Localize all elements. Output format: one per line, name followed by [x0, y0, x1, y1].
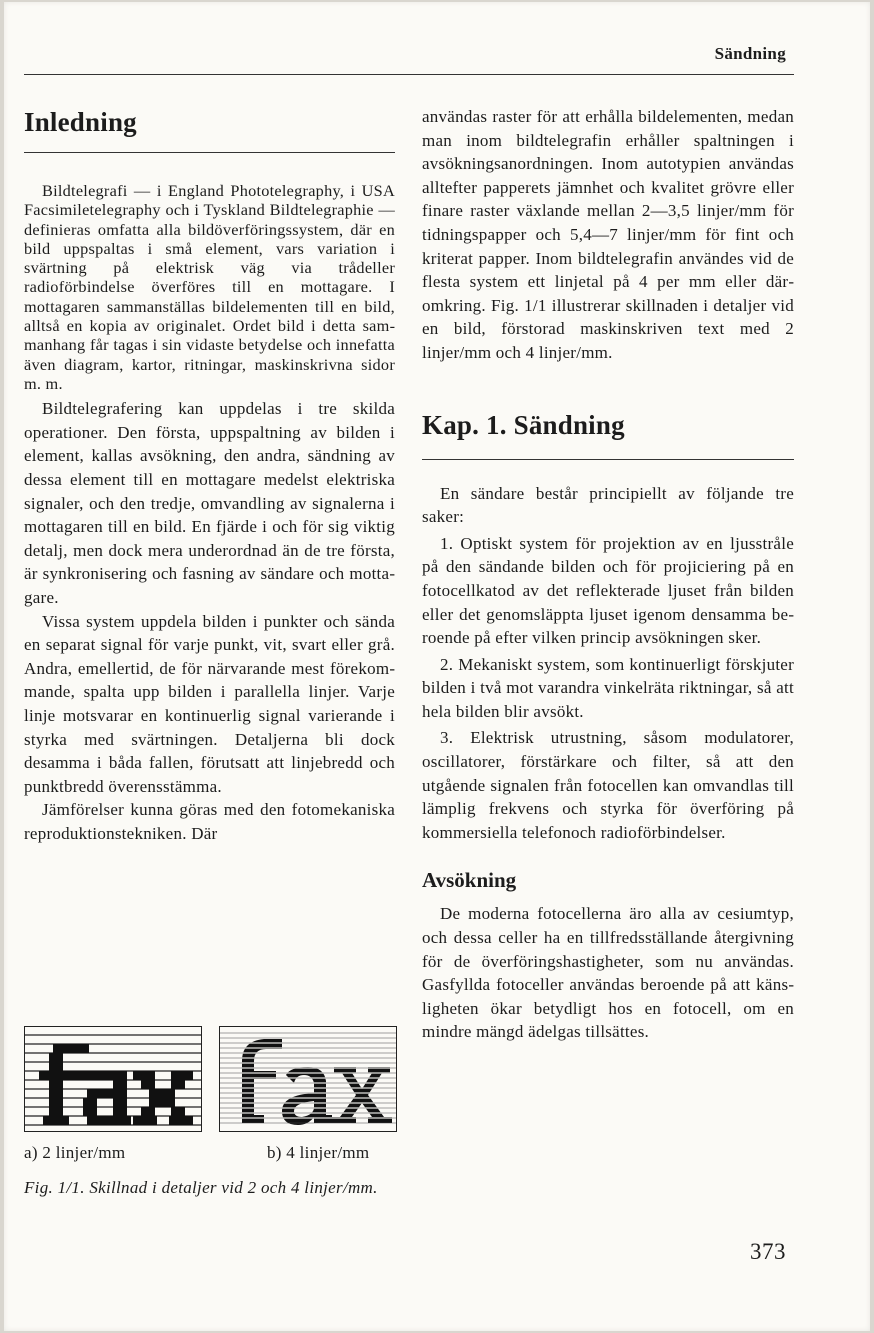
- right-column: [422, 105, 794, 1044]
- fax-image-4-lines: [219, 1026, 397, 1132]
- left-column: [24, 98, 395, 846]
- right-continuation-block: [422, 105, 794, 365]
- figure-label-a: a) 2 linjer/mm: [24, 1143, 126, 1162]
- avsokning-body: [422, 902, 794, 1044]
- paragraph-comparison: Jämförelser kunna göras med den fotomekaniska reproduktionstekniken. Där: [24, 800, 395, 843]
- chapter-intro: En sändare består principiellt av följande tre saker:: [422, 483, 794, 527]
- intro-paragraph: Bildtelegrafi — i England Phototelegraphy, i USA Facsimiletelegraphy och i Tyskland Bildtelegraphie — definieras omfatta alla bildöverföringssystem, där en bild uppspaltas i små element, vars variation i svärtning på elektrisk väg via trådeller radioförbindelse överföres till en mottagare. I mottagaren sammanställas bildelementen till en bild, alltså en kopia av originalet. Ordet bild i detta sammanhang får tagas i sin vidaste betydelse och innefatta även diagram, kartor, ritningar, maskinskrivna sidor m. m.: [24, 181, 395, 393]
- figure-label-b: b) 4 linjer/mm: [267, 1143, 370, 1162]
- paragraph-raster: användas raster för att erhålla bildelementen, medan man inom bildtelegrafin erhåller spaltningen i avsökningsanordningen. Inom autotypien användas alltefter papperets jämnhet och kvalitet grövre eller finare raster växlande mellan 2—3,5 linjer/mm för tidningspapper och 5,4—7 linjer/mm för fint och kriterat papper. Inom bildtelegrafin användes vid de flesta system ett linjetal på 4 per mm eller däromkring. Fig. 1/1 illustrerar skillnaden i detaljer vid en bild, förstorad maskinskriven text med 2 linjer/mm och 4 linjer/mm.: [422, 107, 794, 362]
- list-item-optical: 1. Optiskt system för projektion av en ljusstråle på den sändande bilden och för projiciering på en fotocellkatod av det reflekterade ljuset från bilden eller det genomsläppta ljuset igenom densamma beroende på efter vilken princip avsökningen sker.: [422, 533, 794, 648]
- section-title: Inledning: [24, 107, 137, 137]
- book-page: [4, 2, 870, 1331]
- section-rule: [24, 152, 395, 153]
- page-number: 373: [750, 1239, 786, 1264]
- paragraph-operations: Bildtelegrafering kan uppdelas i tre skilda operationer. Den första, uppspaltning av bilden i element, kallas avsökning, den andra, sändning av dessa element till en mottagare medelst elektriska signaler, och den tredje, omvandling av signalerna i mottagaren till en bild. En fjärde i och för sig viktig detalj, men dock mera underordnad än de tre första, är synkronisering och fasning av sändare och mottagare.: [24, 399, 395, 608]
- chapter-body: [422, 482, 794, 845]
- running-head: Sändning: [714, 44, 786, 63]
- chapter-title: Kap. 1. Sändning: [422, 409, 625, 440]
- fax-image-2-lines: [24, 1026, 202, 1132]
- list-item-electrical: 3. Elektrisk utrustning, såsom modulatorer, oscillatorer, förstärkare och filter, så att den utgående signalen från fotocellen kan omvandlas till lämplig frekvens och styrka för överföring på kommersiella telefonoch radioförbindelser.: [422, 728, 794, 842]
- left-body: [24, 397, 395, 845]
- list-item-mechanical: 2. Mekaniskt system, som kontinuerligt förskjuter bilden i två mot varandra vinkelräta riktningar, så att hela bilden blir avsökt.: [422, 654, 794, 721]
- paragraph-systems: Vissa system uppdela bilden i punkter och sända en separat signal för varje punkt, vit, svart eller grå. Andra, emellertid, de för närvarande mest förekommande, spalta upp bilden i parallella linjer. Varje linje motsvarar en kontinuerlig signal varierande i styrka med svärtningen. Detaljerna bli dock desamma i båda fallen, förutsatt att linjebredd och punktbredd överensstämma.: [24, 611, 395, 796]
- paragraph-fotoceller: De moderna fotocellerna äro alla av cesiumtyp, och dessa celler ha en tillfredsställande återgivning för de överföringshastigheter, som nu användas. Gasfyllda fotoceller användas beroende på att känsligheten ökar betydligt hos en fotocell, om en mindre mängd ädelgas tillsättes.: [422, 904, 794, 1042]
- subheading-avsokning: Avsökning: [422, 868, 517, 893]
- header-rule: [24, 74, 794, 75]
- intro-block: [24, 181, 395, 393]
- figure-caption: Fig. 1/1. Skillnad i detaljer vid 2 och 4 linjer/mm.: [24, 1178, 378, 1197]
- chapter-rule: [422, 459, 794, 460]
